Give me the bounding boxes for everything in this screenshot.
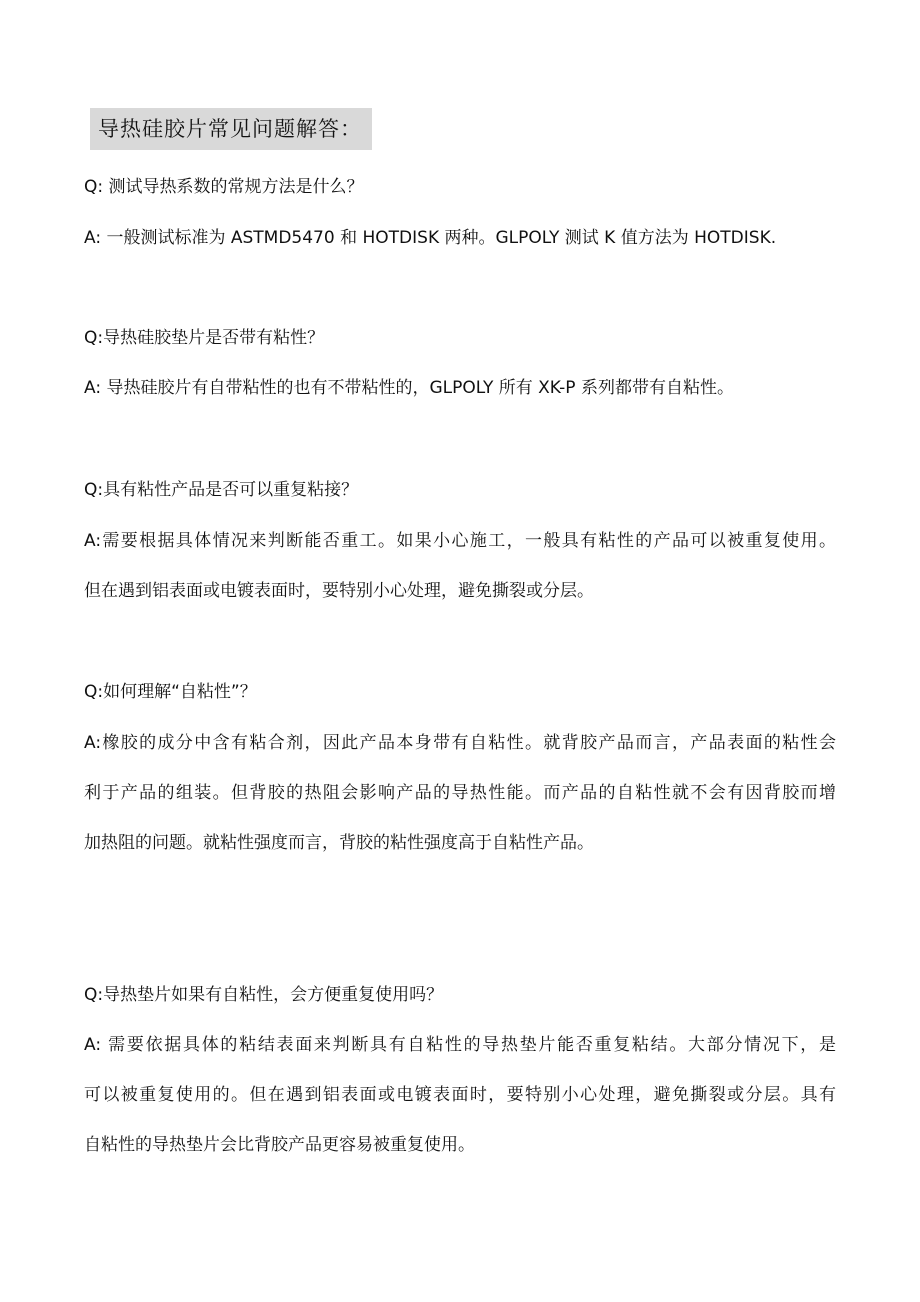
faq-3-answer-line-1: A:需要根据具体情况来判断能否重工。如果小心施工，一般具有粘性的产品可以被重复使用。 [84, 531, 836, 551]
faq-2-answer-line-1: A: 导热硅胶片有自带粘性的也有不带粘性的，GLPOLY 所有 XK-P 系列都带有自粘性。 [84, 378, 734, 398]
faq-1-answer-line-1: A: 一般测试标准为 ASTMD5470 和 HOTDISK 两种。GLPOLY 测试 K 值方法为 HOTDISK. [84, 228, 777, 248]
faq-5-answer-line-3: 自粘性的导热垫片会比背胶产品更容易被重复使用。 [84, 1135, 475, 1155]
faq-5-answer-line-1: A: 需要依据具体的粘结表面来判断具有自粘性的导热垫片能否重复粘结。大部分情况下，是 [84, 1035, 836, 1055]
faq-1-question: Q: 测试导热系数的常规方法是什么？ [84, 177, 364, 197]
faq-2-question: Q:导热硅胶垫片是否带有粘性？ [84, 328, 325, 348]
faq-4-answer-line-3: 加热阻的问题。就粘性强度而言，背胶的粘性强度高于自粘性产品。 [84, 833, 594, 853]
faq-4-question: Q:如何理解“自粘性”？ [84, 682, 257, 702]
document-title: 导热硅胶片常见问题解答： [90, 108, 372, 150]
faq-4-answer-line-1: A:橡胶的成分中含有粘合剂，因此产品本身带有自粘性。就背胶产品而言，产品表面的粘性会 [84, 733, 836, 753]
faq-3-question: Q:具有粘性产品是否可以重复粘接？ [84, 480, 359, 500]
faq-5-answer-line-2: 可以被重复使用的。但在遇到铝表面或电镀表面时，要特别小心处理，避免撕裂或分层。具有 [84, 1085, 836, 1105]
faq-3-answer-line-2: 但在遇到铝表面或电镀表面时，要特别小心处理，避免撕裂或分层。 [84, 581, 594, 601]
faq-4-answer-line-2: 利于产品的组装。但背胶的热阻会影响产品的导热性能。而产品的自粘性就不会有因背胶而增 [84, 783, 836, 803]
faq-5-question: Q:导热垫片如果有自粘性，会方便重复使用吗？ [84, 985, 444, 1005]
